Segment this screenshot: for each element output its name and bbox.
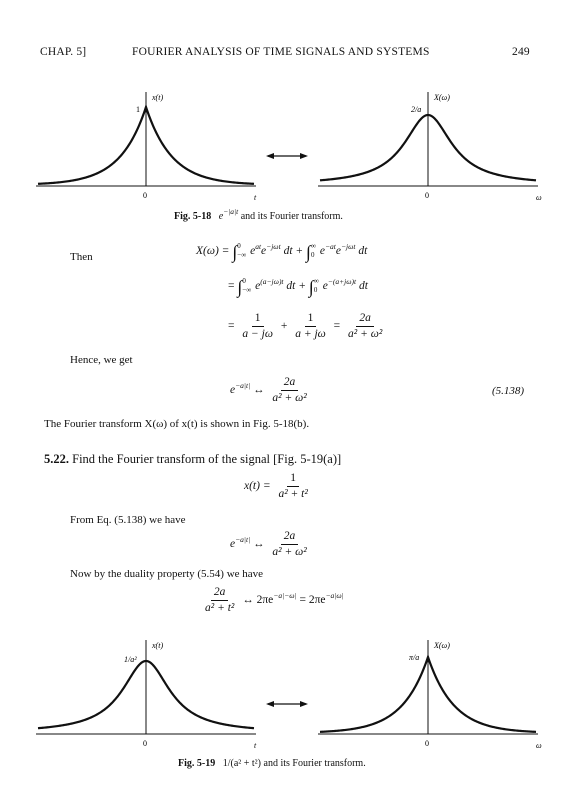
exp-base: e — [322, 280, 328, 292]
derivation-line-3 — [228, 312, 387, 341]
exp-sup: −a|t| — [235, 381, 251, 391]
limit-lower: −∞ — [237, 251, 247, 260]
from-eq-text: From Eq. (5.138) we have — [70, 514, 186, 526]
denominator: a² + t² — [205, 602, 235, 614]
fig18-right-xlabel: ω — [536, 193, 542, 202]
numerator: 1 — [252, 312, 264, 327]
equals-sign: = — [228, 320, 235, 333]
denominator: a² + ω² — [272, 392, 307, 404]
fig18-right-origin: 0 — [425, 191, 429, 200]
problem-5-22 — [44, 452, 341, 467]
from-eq-pair — [230, 530, 312, 559]
fig18-left-xlabel: t — [254, 193, 257, 202]
chapter-label: CHAP. 5] — [40, 46, 87, 58]
transform-arrow: ↔ — [253, 384, 265, 397]
differential: dt + — [286, 280, 306, 292]
plus-sign: + — [280, 320, 288, 333]
limit-lower: 0 — [313, 286, 318, 295]
fig19-left-origin: 0 — [143, 739, 147, 748]
hence-text: Hence, we get — [70, 354, 133, 366]
fig18-arrow-right-head — [300, 153, 308, 159]
limit-upper: ∞ — [313, 277, 319, 286]
derivation-line-2: = ∫ 0 −∞ $e^{(a-j\omega)t}$ dt + ∫ ∞ 0 $e^{-(a+j\omega)t}$ dt — [228, 277, 368, 297]
fig19-arrow-left-head — [266, 701, 274, 707]
fig18-caption-sup: −|a|t — [223, 207, 239, 216]
fraction-2 — [292, 312, 329, 341]
denominator: a² + ω² — [348, 328, 383, 340]
exp-sup: −a|t| — [235, 535, 251, 545]
figure-5-19 — [28, 636, 548, 754]
duality-fraction — [202, 586, 237, 615]
exp-base: e — [255, 280, 261, 292]
denominator: a² + ω² — [272, 546, 307, 558]
duality-mid: ↔ 2πe — [242, 594, 274, 607]
duality-pair — [200, 586, 344, 615]
exp-sup: −a|ω| — [325, 591, 344, 601]
exp-sup: at — [255, 242, 262, 251]
fig19-right-ylabel: X(ω) — [434, 641, 450, 650]
exp-sup: −(a+jω)t — [327, 277, 357, 286]
exp-sup: −jωt — [266, 242, 281, 251]
fig18-arrow-left-head — [266, 153, 274, 159]
transform-arrow: ↔ — [253, 538, 265, 551]
limit-lower: 0 — [310, 251, 315, 260]
differential: dt + — [283, 245, 304, 257]
exp-base: e — [319, 245, 325, 257]
then-word: Then — [70, 251, 93, 263]
exp-base: e — [230, 538, 236, 551]
fig18-caption-tail: and its Fourier transform. — [240, 211, 343, 222]
numerator: 1 — [305, 312, 317, 327]
denominator: a + jω — [295, 328, 326, 340]
numerator: 1 — [287, 472, 299, 487]
numerator: 2a — [356, 312, 374, 327]
exp-base: e — [261, 245, 267, 257]
page-number: 249 — [512, 46, 530, 58]
fig19-left-xlabel: t — [254, 741, 257, 750]
duality-text: Now by the duality property (5.54) we have — [70, 568, 264, 580]
differential: dt — [358, 245, 368, 257]
duality-result: = 2πe — [299, 594, 326, 607]
fig19-arrow-right-head — [300, 701, 308, 707]
fig18-left-ylabel: x(t) — [152, 93, 164, 102]
pair-fraction — [269, 376, 309, 405]
fraction-1 — [239, 312, 276, 341]
problem-signal — [244, 472, 313, 501]
fig19-right-xlabel: ω — [536, 741, 542, 750]
problem-text: Find the Fourier transform of the signal [Fig. 5-19(a)] — [72, 452, 342, 466]
fig19-right-origin: 0 — [425, 739, 429, 748]
limit-upper: 0 — [237, 242, 241, 251]
exp-sup: −a|−ω| — [273, 591, 297, 601]
derivation-line-1: X(ω) = ∫ 0 −∞ $e^{at}e^{-j\omega t}$ dt + ∫ ∞ 0 $e^{-at}e^{-j\omega t}$ dt — [196, 242, 368, 262]
exp-base: e — [335, 245, 341, 257]
transform-lhs: X(ω) = — [196, 245, 230, 257]
denominator: a² + t² — [278, 488, 308, 500]
transform-pair-5-138 — [230, 376, 312, 405]
fig19-left-peak-label: 1/a² — [124, 655, 137, 664]
fig19-right-peak-label: π/a — [409, 653, 420, 662]
exp-sup: −at — [324, 242, 336, 251]
fig18-left-peak-label: 1 — [136, 105, 140, 114]
numerator: 2a — [281, 376, 299, 391]
differential: dt — [359, 280, 368, 292]
numerator: 2a — [211, 586, 229, 601]
fig18-caption-label: Fig. 5-18 — [174, 211, 212, 222]
figure-5-18 — [28, 88, 548, 206]
fig18-caption-expr: e — [218, 211, 224, 222]
fig18-right-peak-label: 2/a — [411, 105, 422, 114]
signal-lhs: x(t) = — [244, 480, 271, 493]
limit-upper: 0 — [242, 277, 246, 286]
denominator: a − jω — [242, 328, 273, 340]
running-title: FOURIER ANALYSIS OF TIME SIGNALS AND SYSTEMS — [132, 46, 430, 58]
fig19-left-ylabel: x(t) — [152, 641, 164, 650]
problem-number: 5.22. — [44, 452, 69, 466]
equals-sign: = — [228, 280, 235, 292]
fraction-3 — [345, 312, 385, 341]
fig19-caption-label: Fig. 5-19 — [178, 758, 216, 769]
fig19-caption-tail: 1/(a² + t²) and its Fourier transform. — [222, 758, 366, 769]
fig19-caption — [178, 758, 366, 769]
pair-fraction — [269, 530, 309, 559]
numerator: 2a — [281, 530, 299, 545]
fig18-left-origin: 0 — [143, 191, 147, 200]
exp-base: e — [230, 384, 236, 397]
exp-base: e — [250, 245, 256, 257]
exp-sup: −jωt — [340, 242, 356, 251]
fourier-note: The Fourier transform X(ω) of x(t) is shown in Fig. 5-18(b). — [44, 418, 310, 430]
fig18-caption — [174, 207, 343, 222]
equation-number: (5.138) — [492, 385, 525, 397]
exp-sup: (a−jω)t — [260, 277, 284, 286]
fig18-right-ylabel: X(ω) — [434, 93, 450, 102]
limit-lower: −∞ — [242, 286, 252, 295]
signal-fraction — [275, 472, 310, 501]
limit-upper: ∞ — [310, 242, 316, 251]
equals-sign: = — [333, 320, 341, 333]
